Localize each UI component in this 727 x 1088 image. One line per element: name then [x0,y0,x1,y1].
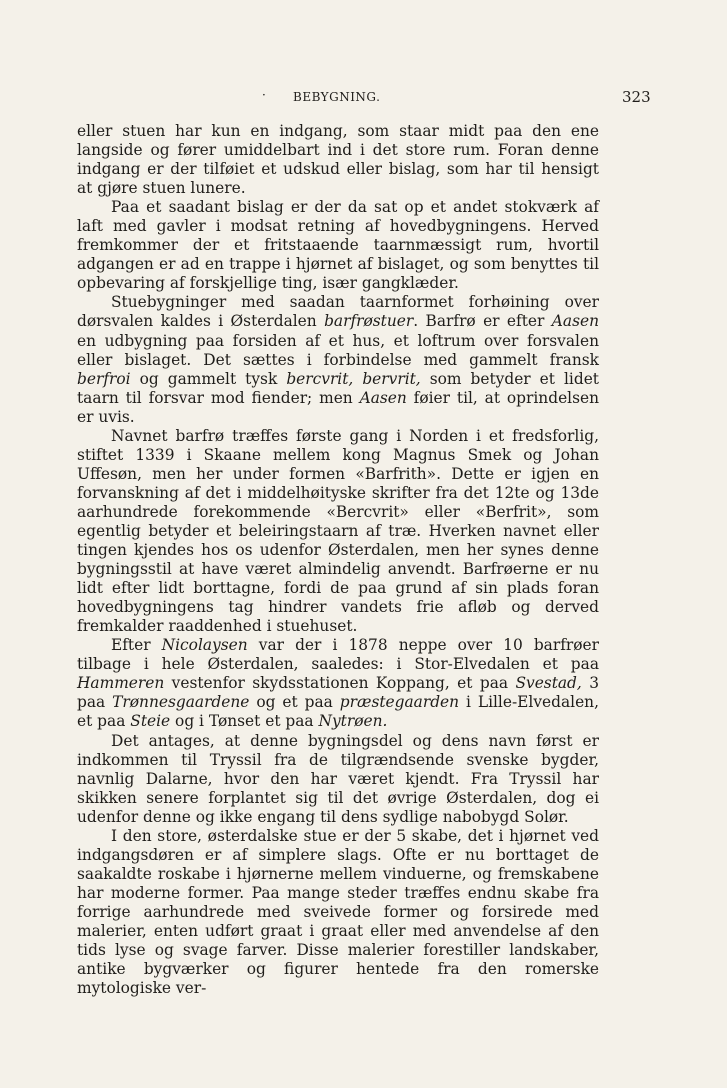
text-run: Navnet barfrø træffes første gang i Norden i et fredsforlig, stiftet 1339 i Skaane mellem kong Magnus Smek og Johan Uffesøn, men her under formen «Barfrith». Dette er igjen en forvanskning af det i middelhøityske skrifter fra det 12te og 13de aarhundrede forekommende «Bercvrit» eller «Berfrit», som egentlig betyder et beleiringstaarn af træ. Hverken navnet eller tingen kjendes hos os udenfor Østerdalen, men her synes denne bygningsstil at have været almindelig anvendt. Barfrøerne er nu lidt efter lidt borttagne, fordi de paa grund af sin plads foran hovedbygningens tag hindrer vandets frie afløb og derved fremkalder raaddenhed i stuehuset. [77,426,599,636]
text-run: Stuebygninger med saadan taarnformet forhøining over dørsvalen kaldes i Østerdalen [77,293,599,331]
page-header [0,88,727,108]
text-run: og gammelt tysk [130,369,287,388]
header-dot: · [262,88,266,102]
text-run: I den store, østerdalske stue er der 5 skabe, det i hjørnet ved indgangsdøren er af simplere slags. Ofte er nu borttaget de saakaldte roskabe i hjørnerne mellem vinduerne, og fremskabene har moderne former. Paa mange steder træffes endnu skabe fra forrige aarhundrede med sveivede former og forsirede med malerier, enten udført graat i graat eller med anvendelse af den tids lyse og svage farver. Disse malerier forestiller landskaber, antike bygværker og figurer hentede fra den romerske mytologiske ver- [77,826,599,998]
text-run: var der i 1878 neppe over 10 barfrøer tilbage i hele Østerdalen, saaledes: i Stor-Elvedalen et paa [77,636,599,674]
italic-term: barfrøstuer [324,312,414,331]
italic-term: Nytrøen. [318,712,388,731]
text-run: 3 paa [77,674,599,712]
paragraph [77,427,599,637]
italic-term: Trønnesgaardene [112,693,250,712]
text-run: Paa et saadant bislag er der da sat op et andet stokværk af laft med gavler i modsat retning af hovedbygningens. Herved fremkommer der et fritstaaende taarnmæssigt rum, hvortil adgangen er ad en trappe i hjørnet af bislaget, og som benyttes til opbevaring af forskjellige ting, især gangklæder. [77,198,599,293]
italic-term: bercvrit, bervrit, [286,369,421,388]
paragraph [77,827,599,998]
italic-term: Svestad, [515,674,582,693]
paragraph [77,636,599,731]
paragraph [77,198,599,293]
text-run: føier til, at oprindelsen er uvis. [77,388,600,426]
paragraph [77,122,599,198]
text-run: Efter [111,636,162,655]
paragraph [77,732,599,827]
text-run: en udbygning paa forsiden af et hus, et loftrum over forsvalen eller bislaget. Det sættes i forbindelse med gammelt fransk [77,331,599,369]
italic-term: Nicolaysen [161,636,248,655]
text-run: og i Tønset et paa [170,712,319,731]
text-run: i Lille-Elvedalen, et paa [77,693,599,731]
text-run: og et paa [249,693,340,712]
paragraph [77,293,599,426]
italic-term: Aasen [359,388,407,407]
text-run: som betyder et lidet taarn til forsvar mod fiender; men [77,369,599,407]
body-text [77,122,599,998]
text-run: eller stuen har kun en indgang, som staar midt paa den ene langside og fører umiddelbart ind i det store rum. Foran denne indgang er der tilføiet et udskud eller bislag, som har til hensigt at gjøre stuen lunere. [77,122,599,198]
page-number: 323 [622,88,651,106]
text-run: Det antages, at denne bygningsdel og dens navn først er indkommen til Tryssil fra de tilgrændsende svenske bygder, navnlig Dalarne, hvor den har været kjendt. Fra Tryssil har skikken senere forplantet sig til det øvrige Østerdalen, dog ei udenfor denne og ikke engang til dens sydlige nabobygd Solør. [77,731,599,826]
running-title: BEBYGNING. [293,90,381,104]
italic-term: berfroi [77,369,131,388]
text-run: . Barfrø er efter [413,312,552,331]
italic-term: præstegaarden [339,693,460,712]
italic-term: Steie [130,712,171,731]
italic-term: Hammeren [77,674,165,693]
text-run: vestenfor skydsstationen Koppang, et paa [164,674,516,693]
italic-term: Aasen [551,312,599,331]
